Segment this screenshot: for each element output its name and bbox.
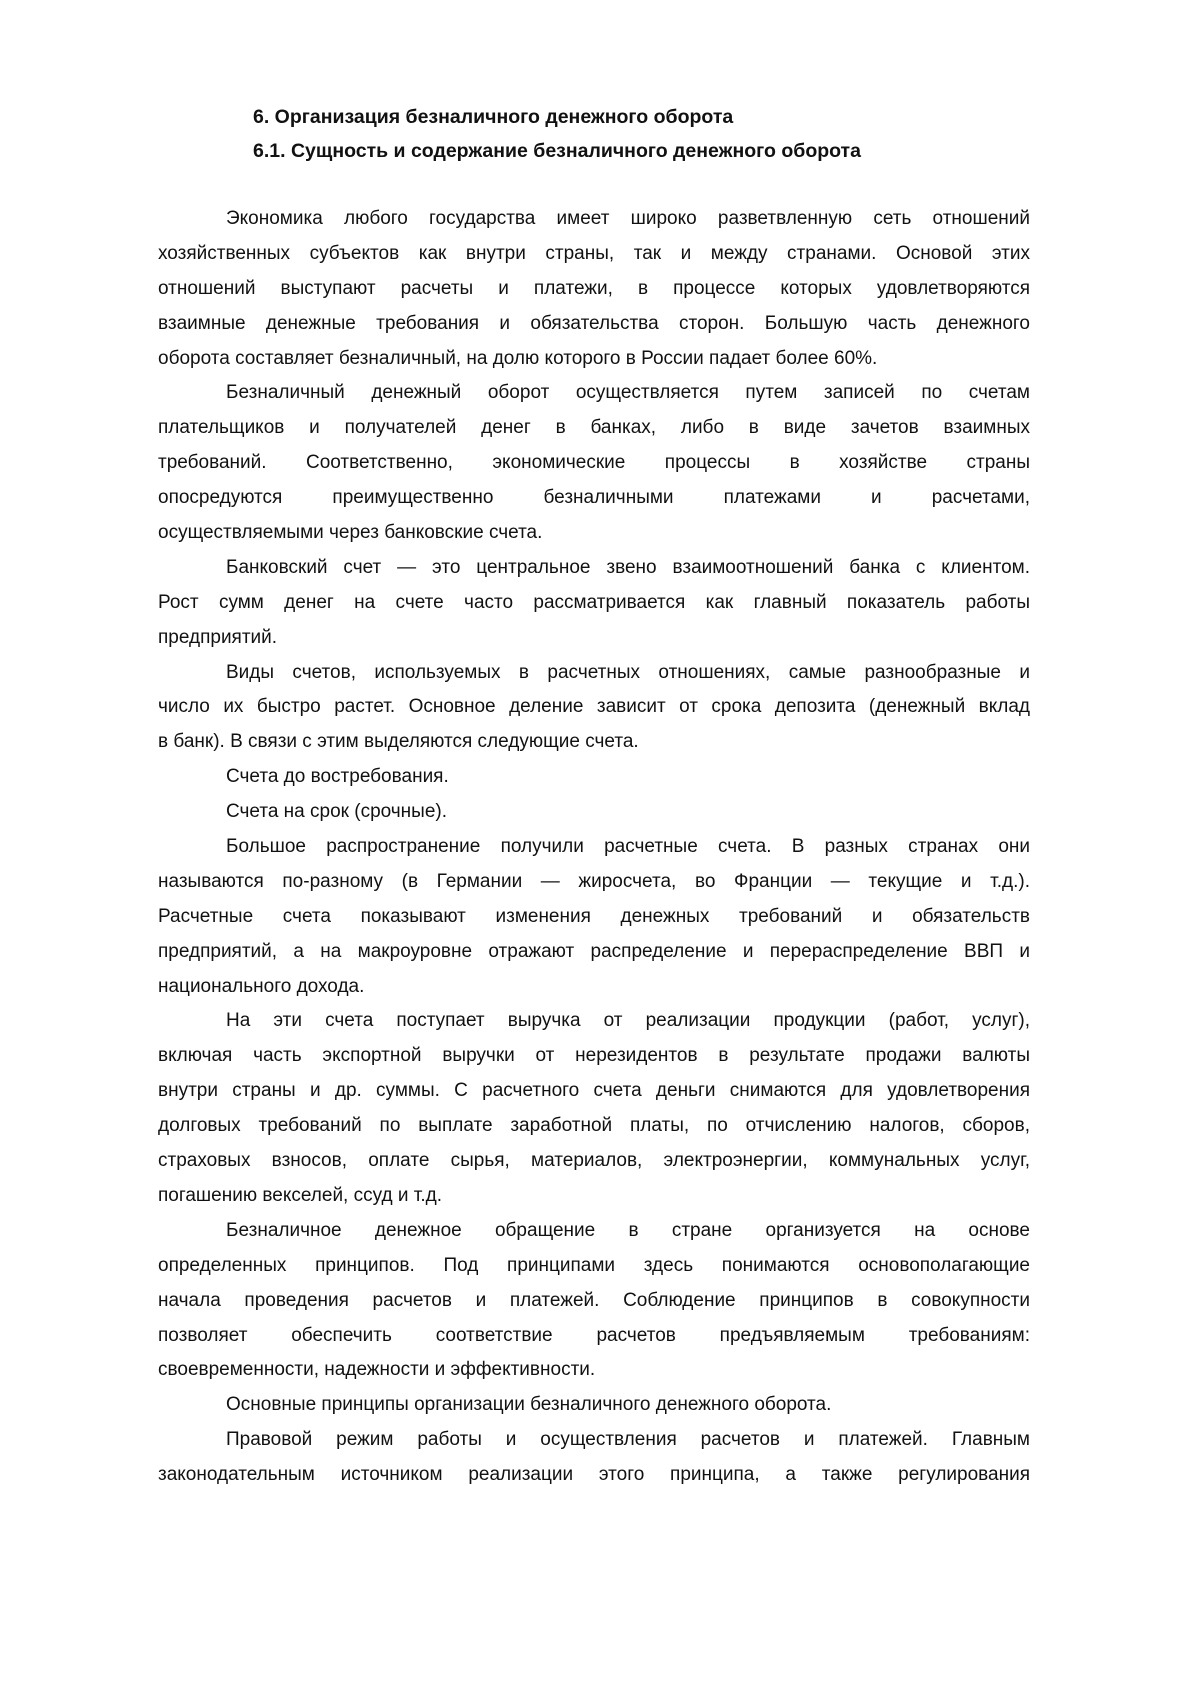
text-line: оборота составляет безналичный, на долю которого в России падает более 60%. [158,347,878,369]
paragraph [158,380,1030,554]
text-line: позволяет обеспечить соответствие расчетов предъявляемым требованиям: [158,1324,1030,1346]
text-line: предприятий, а на макроуровне отражают распределение и перераспределение ВВП и [158,940,1030,962]
text-line: отношений выступают расчеты и платежи, в процессе которых удовлетворяются [158,277,1030,299]
text-line: взаимные денежные требования и обязательства сторон. Большую часть денежного [158,312,1030,334]
text-line: На эти счета поступает выручка от реализации продукции (работ, услуг), [226,1010,1030,1032]
text-line: долговых требований по выплате заработной платы, по отчислению налогов, сборов, [158,1115,1030,1137]
paragraph [158,1218,1030,1392]
paragraph [158,660,1030,765]
text-line: включая часть экспортной выручки от нерезидентов в результате продажи валюты [158,1045,1030,1067]
text-line: называются по-разному (в Германии — жиросчета, во Франции — текущие и т.д.). [158,870,1030,892]
paragraph [158,1427,1030,1497]
text-line: внутри страны и др. суммы. С расчетного счета деньги снимаются для удовлетворения [158,1080,1030,1102]
text-line: своевременности, надежности и эффективности. [158,1359,596,1381]
text-line: требований. Соответственно, экономические процессы в хозяйстве страны [158,452,1030,474]
text-line: законодательным источником реализации этого принципа, а также регулирования [158,1464,1030,1486]
paragraph [158,1008,1030,1217]
document-body [158,206,1030,1497]
paragraph [158,834,1030,1008]
text-line: Виды счетов, используемых в расчетных отношениях, самые разнообразные и [226,661,1030,683]
section-heading: 6.1. Сущность и содержание безналичного денежного оборота [253,140,861,162]
chapter-heading: 6. Организация безналичного денежного оборота [253,106,734,128]
text-line: Безналичный денежный оборот осуществляется путем записей по счетам [226,382,1030,404]
text-line: Основные принципы организации безналичного денежного оборота. [226,1394,832,1416]
paragraph [158,764,1030,799]
text-line: погашению векселей, ссуд и т.д. [158,1184,442,1206]
text-line: национального дохода. [158,975,365,997]
text-line: Счета до востребования. [226,766,449,788]
text-line: Расчетные счета показывают изменения денежных требований и обязательств [158,905,1030,927]
text-line: хозяйственных субъектов как внутри страны, так и между странами. Основой этих [158,242,1030,264]
text-line: Безналичное денежное обращение в стране организуется на основе [226,1219,1030,1241]
text-line: число их быстро растет. Основное деление зависит от срока депозита (денежный вклад [158,696,1030,718]
text-line: Экономика любого государства имеет широко разветвленную сеть отношений [226,208,1030,229]
paragraph [158,1392,1030,1427]
text-line: определенных принципов. Под принципами здесь понимаются основополагающие [158,1254,1030,1276]
text-line: Правовой режим работы и осуществления расчетов и платежей. Главным [226,1429,1030,1451]
paragraph [158,206,1030,380]
text-line: страховых взносов, оплате сырья, материалов, электроэнергии, коммунальных услуг, [158,1150,1030,1172]
text-line: начала проведения расчетов и платежей. Соблюдение принципов в совокупности [158,1289,1030,1311]
text-line: Счета на срок (срочные). [226,801,448,823]
text-line: Рост сумм денег на счете часто рассматривается как главный показатель работы [158,591,1030,613]
text-line: предприятий. [158,626,278,648]
text-line: плательщиков и получателей денег в банках, либо в виде зачетов взаимных [158,417,1030,439]
paragraph [158,799,1030,834]
text-line: опосредуются преимущественно безналичными платежами и расчетами, [158,487,1030,509]
paragraph [158,555,1030,660]
text-line: Банковский счет — это центральное звено взаимоотношений банка с клиентом. [226,556,1030,578]
text-line: осуществляемыми через банковские счета. [158,522,543,544]
text-line: в банк). В связи с этим выделяются следующие счета. [158,731,639,753]
text-line: Большое распространение получили расчетные счета. В разных странах они [226,836,1030,858]
